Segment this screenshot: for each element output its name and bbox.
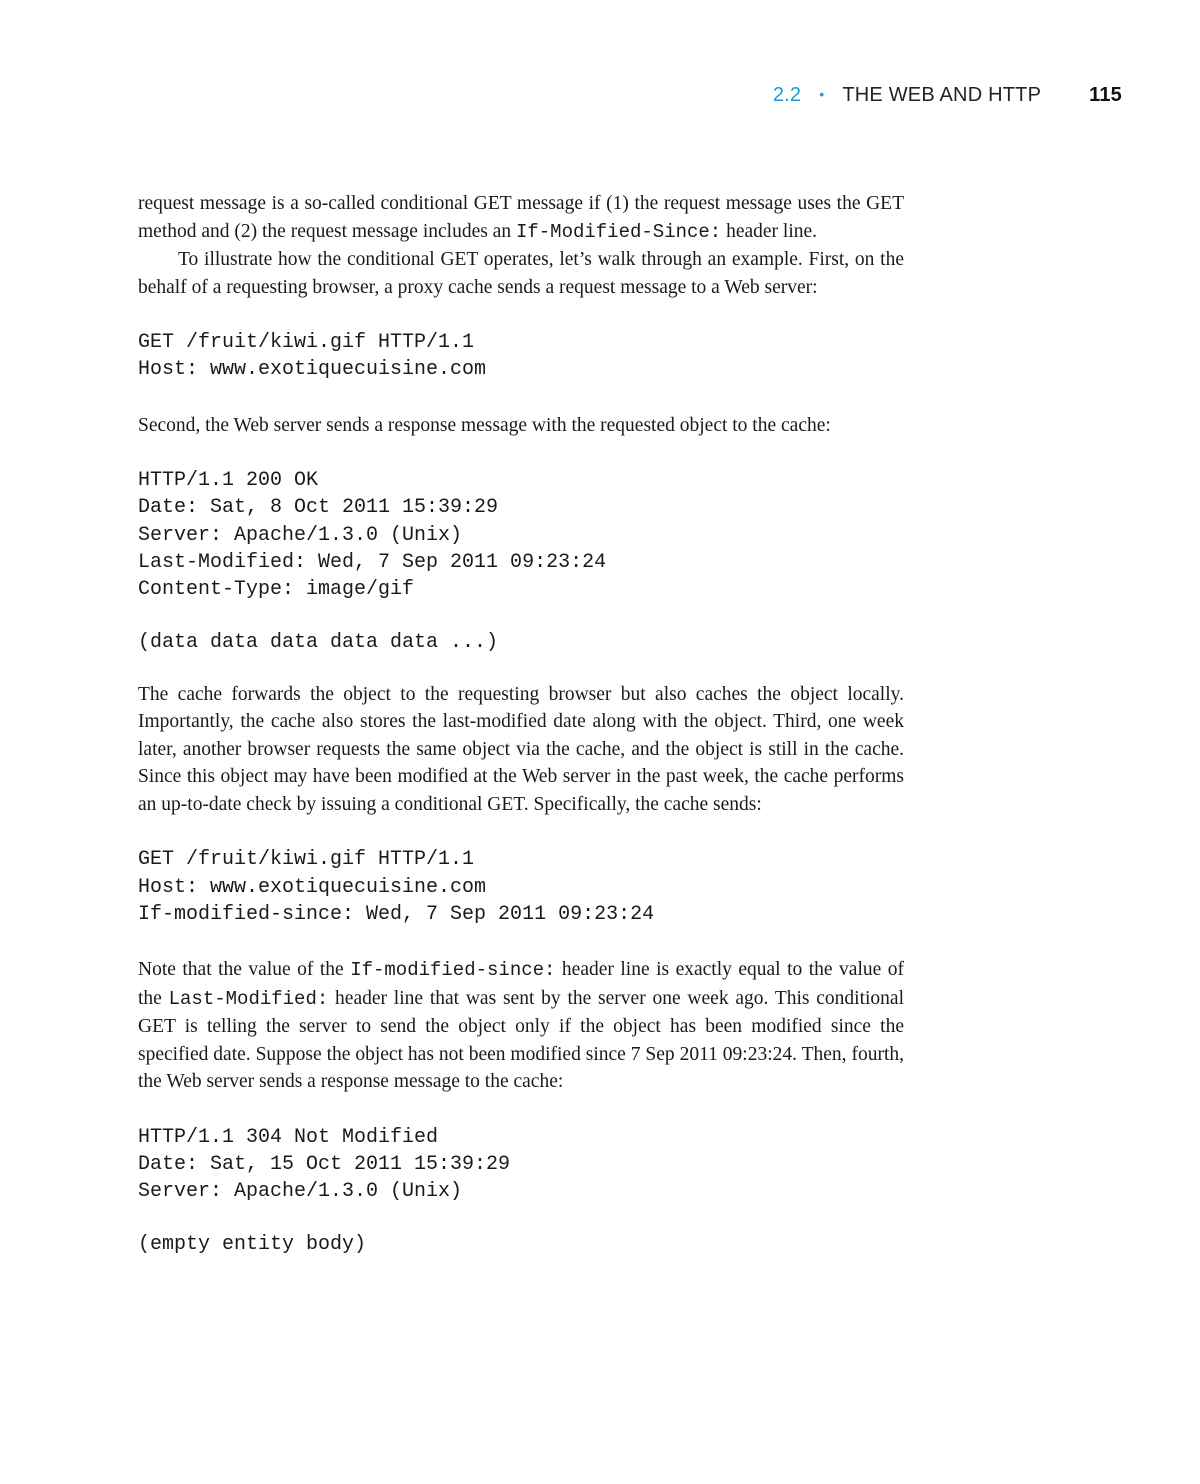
code-block-body-2 [138,1231,904,1258]
inline-code-if-modified-since: If-Modified-Since: [515,220,722,243]
paragraph-example-intro: To illustrate how the conditional GET operates, let’s walk through an example. First, on the behalf of a requesting browser, a proxy cache sends a request message to a Web server: [138,249,904,298]
code-line: Host: www.exotiquecuisine.com [138,358,487,382]
code-line: If-modified-since: Wed, 7 Sep 2011 09:23:24 [138,902,655,926]
inline-code-if-modified-since: If-modified-since: [350,959,556,982]
header-bullet: • [819,86,825,102]
code-line: (data data data data data ...) [138,630,499,654]
paragraph-server-response: Second, the Web server sends a response message with the requested object to the cache: [138,414,831,436]
code-line: HTTP/1.1 304 Not Modified [138,1125,439,1149]
code-line: GET /fruit/kiwi.gif HTTP/1.1 [138,331,475,354]
code-block-response-2 [138,1124,904,1206]
code-line: (empty entity body) [138,1232,367,1256]
paragraph-note-header-values [138,956,904,1096]
code-line: Date: Sat, 8 Oct 2011 15:39:29 [138,496,499,520]
code-line: Last-Modified: Wed, 7 Sep 2011 09:23:24 [138,550,607,574]
section-number: 2.2 [772,84,802,106]
code-block-request-1 [138,329,904,384]
text-run: header line that was sent by the server one week ago. This conditional GET is telling the server to send the object only if the object has been modified since the specified date. Suppose the object has not been modified since 7 Sep 2011 09:23:24. Then, fourth, the Web server sends a response message to the cache: [138,987,905,1093]
paragraph-cache-forwards: The cache forwards the object to the requesting browser but also caches the object locally. Importantly, the cache also stores the last-modified date along with the object. Third, one week later, another browser requests the same object via the cache, and the object is still in the cache. Since this object may have been modified at the Web server in the past week, the cache performs an up-to-date check by issuing a conditional GET. Specifically, the cache sends: [138,683,904,815]
text-run: request message is a so-called conditional GET message if (1) the request message uses the GET method and (2) the request message includes an [138,193,904,242]
chapter-title: THE WEB AND HTTP [842,84,1042,106]
code-line: Host: www.exotiquecuisine.com [138,875,487,899]
code-block-request-2 [138,846,904,928]
code-line: GET /fruit/kiwi.gif HTTP/1.1 [138,848,475,872]
text-run: header line. [721,220,818,242]
inline-code-last-modified: Last-Modified: [168,987,329,1010]
code-line: Server: Apache/1.3.0 (Unix) [138,523,463,547]
page-body [138,190,904,1258]
code-line: Date: Sat, 15 Oct 2011 15:39:29 [138,1153,511,1177]
code-block-body-1 [138,629,904,656]
code-line: HTTP/1.1 200 OK [138,469,319,493]
code-block-response-1 [138,467,904,603]
running-header [773,84,1122,107]
code-line: Server: Apache/1.3.0 (Unix) [138,1180,463,1204]
code-line: Content-Type: image/gif [138,578,415,602]
text-run: header line is exactly equal to the value of the [138,959,904,1009]
page-number: 115 [1089,84,1122,106]
paragraph-conditional-get-definition [138,190,904,246]
text-run: Note that the value of the [138,959,351,981]
